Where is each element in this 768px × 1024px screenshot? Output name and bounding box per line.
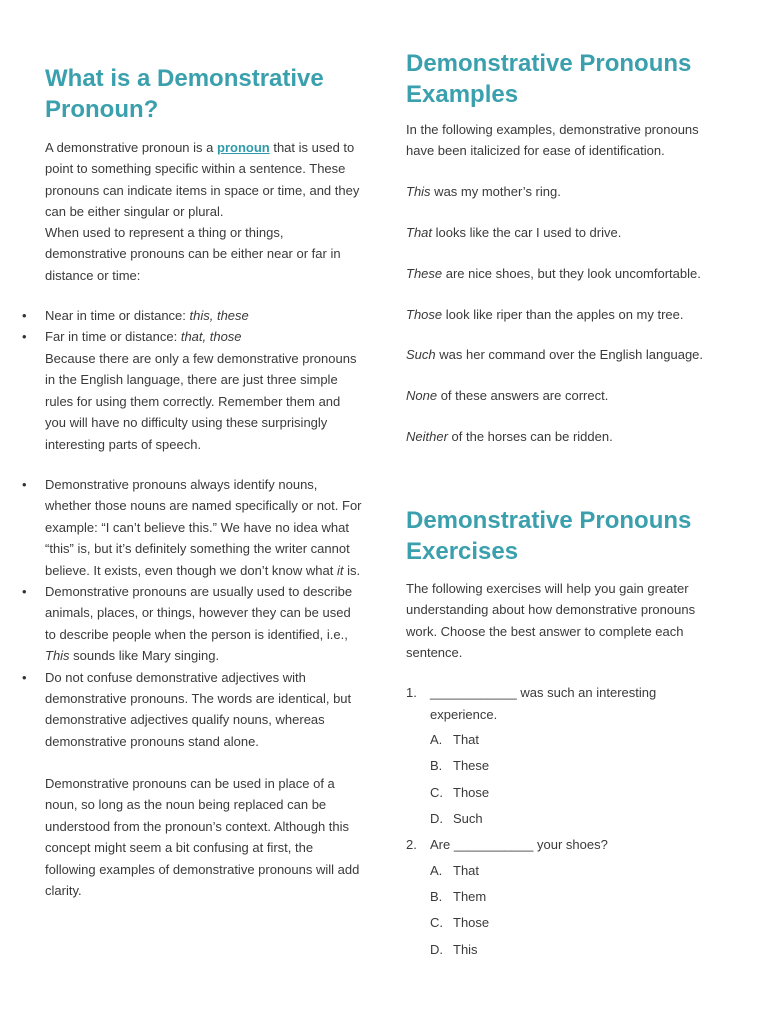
example-text: look like riper than the apples on my tree. <box>442 307 684 322</box>
rule-text: Do not confuse demonstrative adjectives with demonstrative pronouns. The words are identical, but demonstrative adjectives qualify nouns, whereas demonstrative pronouns stand alone. <box>45 669 352 749</box>
option-letter: C. <box>430 785 443 800</box>
option-letter: D. <box>430 811 443 826</box>
near-far-paragraph: When used to represent a thing or things, demonstrative pronouns can be either near or far in distance or time: <box>45 225 341 283</box>
example-pronoun: These <box>406 266 443 281</box>
example-item <box>406 264 701 284</box>
example-text: was her command over the English language. <box>435 347 704 362</box>
examples-heading: Demonstrative Pronouns Examples <box>406 50 692 108</box>
rule-text-end: sounds like Mary singing. <box>69 648 220 664</box>
example-text: was my mother’s ring. <box>430 184 561 199</box>
example-item <box>406 305 684 325</box>
option-letter: D. <box>430 942 443 957</box>
option-letter: B. <box>430 758 443 773</box>
example-text: of these answers are correct. <box>437 388 609 403</box>
question-number: 2. <box>406 837 417 852</box>
answer-option[interactable] <box>430 731 479 749</box>
answer-option[interactable] <box>430 862 479 880</box>
list-item-label: Near in time or distance: <box>45 308 190 323</box>
example-text: of the horses can be ridden. <box>447 429 613 444</box>
example-text: are nice shoes, but they look uncomfortable. <box>442 266 701 281</box>
near-far-list <box>45 305 363 348</box>
exercises-heading: Demonstrative Pronouns Exercises <box>406 507 692 565</box>
option-letter: C. <box>430 915 443 930</box>
rules-intro-paragraph: Because there are only a few demonstrative pronouns in the English language, there are just three simple rules for using them correctly. Remember them and you will have no difficulty using these surprisingly interesting parts of speech. <box>45 351 357 452</box>
option-letter: A. <box>430 732 443 747</box>
page-title: What is a Demonstrative Pronoun? <box>45 65 324 123</box>
rule-item <box>45 474 363 581</box>
example-pronoun: None <box>406 388 438 403</box>
rule-text-end: is. <box>343 562 361 578</box>
list-item <box>45 326 363 347</box>
option-text: That <box>453 863 480 878</box>
question-text: Are ___________ your shoes? <box>430 837 608 852</box>
example-pronoun: This <box>406 184 431 199</box>
intro-text-after: that is used to point to something specific within a sentence. These pronouns can indicate items in space or time, and they can be either singular or plural. <box>45 140 360 220</box>
example-pronoun: That <box>406 225 433 240</box>
option-letter: B. <box>430 889 443 904</box>
answer-option[interactable] <box>430 914 489 932</box>
exercises-intro: The following exercises will help you gain greater understanding about how demonstrative pronouns work. Choose the best answer to complete each sentence. <box>406 581 696 661</box>
example-item <box>406 223 621 243</box>
example-pronoun: Neither <box>406 429 448 444</box>
list-item-label: Far in time or distance: <box>45 329 181 345</box>
intro-text-before: A demonstrative pronoun is a <box>45 140 217 155</box>
rule-text: Demonstrative pronouns are usually used to describe animals, places, or things, however they can be used to describe people when the person is identified, i.e., <box>45 584 353 642</box>
example-item <box>406 427 613 447</box>
exercise-question <box>406 682 726 725</box>
example-item <box>406 182 561 202</box>
question-number: 1. <box>406 685 417 700</box>
answer-option[interactable] <box>430 888 486 906</box>
rule-text: Demonstrative pronouns always identify nouns, whether those nouns are named specifically or not. For example: “I can’t believe this.” We have no idea what “this” is, but it’s definitely something the writer cannot believe. It exists, even though we don’t know what <box>45 477 362 578</box>
option-text: Those <box>453 915 490 930</box>
question-text: ____________ was such an interesting experience. <box>430 685 657 722</box>
examples-intro: In the following examples, demonstrative pronouns have been italicized for ease of identification. <box>406 122 699 159</box>
option-text: Them <box>453 889 487 904</box>
answer-option[interactable] <box>430 810 483 828</box>
example-item <box>406 345 703 365</box>
list-item <box>45 305 363 326</box>
example-pronoun: Those <box>406 307 443 322</box>
answer-option[interactable] <box>430 941 478 959</box>
option-letter: A. <box>430 863 443 878</box>
list-item-italic: that, those <box>180 329 242 345</box>
example-item <box>406 386 608 406</box>
context-paragraph: Demonstrative pronouns can be used in place of a noun, so long as the noun being replaced can be understood from the pronoun’s context. Although this concept might seem a bit confusing at first, the following examples of demonstrative pronouns will add clarity. <box>45 776 360 899</box>
rule-italic: This <box>45 648 70 664</box>
example-text: looks like the car I used to drive. <box>432 225 622 240</box>
rule-item <box>45 667 363 753</box>
option-text: These <box>453 758 490 773</box>
answer-option[interactable] <box>430 784 489 802</box>
option-text: Such <box>453 811 483 826</box>
answer-option[interactable] <box>430 757 489 775</box>
list-item-italic: this, these <box>189 308 249 323</box>
rule-item <box>45 581 363 667</box>
exercise-question <box>406 834 726 856</box>
option-text: Those <box>453 785 490 800</box>
option-text: This <box>453 942 478 957</box>
rule-italic: it <box>336 562 344 578</box>
option-text: That <box>453 732 480 747</box>
pronoun-link[interactable]: pronoun <box>217 140 270 155</box>
example-pronoun: Such <box>406 347 436 362</box>
rules-list <box>45 474 363 752</box>
intro-paragraph <box>45 137 363 223</box>
